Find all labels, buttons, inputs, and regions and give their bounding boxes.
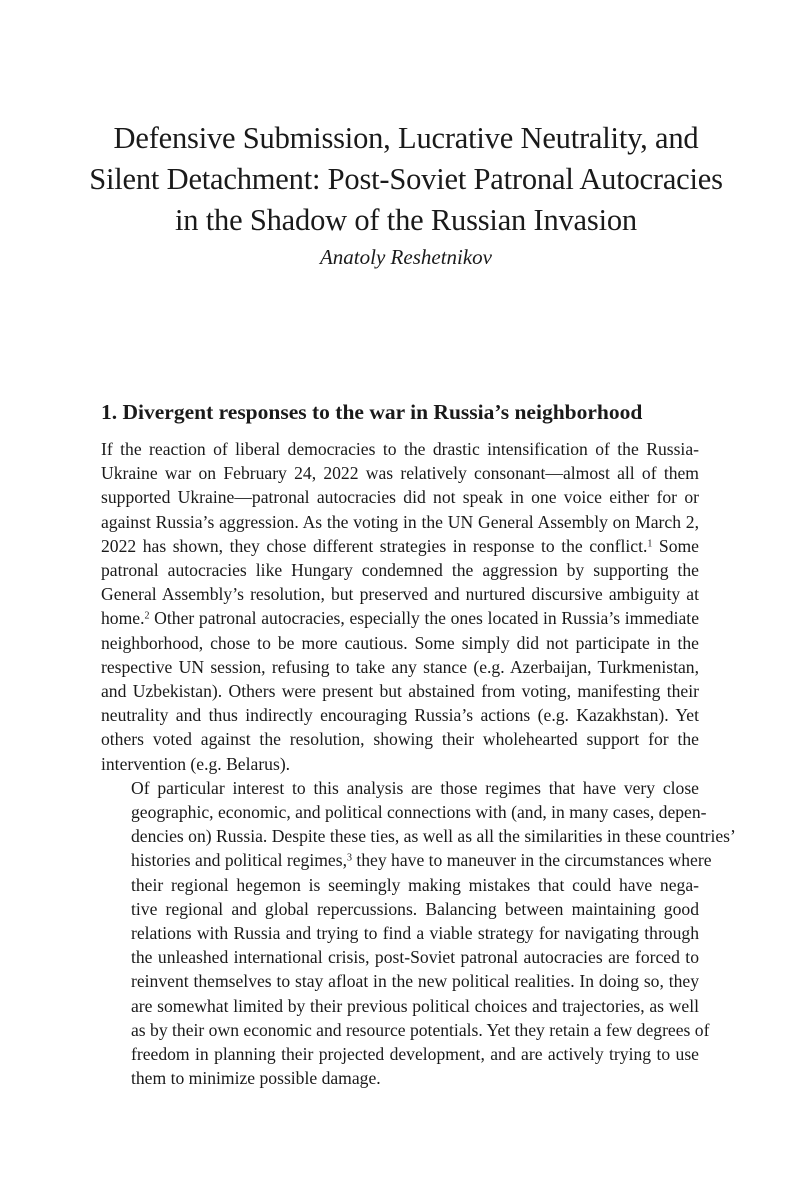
paragraph-2 (101, 776, 736, 1091)
text-line: neutrality and thus indirectly encouraging Russia’s actions (e.g. Kazakhstan). Yet (101, 705, 699, 726)
text-line: against Russia’s aggression. As the voting in the UN General Assembly on March 2, (101, 511, 699, 532)
text-line: supported Ukraine—patronal autocracies did not speak in one voice either for or (101, 487, 699, 508)
text-line: reinvent themselves to stay afloat in the new political realities. In doing so, they (131, 971, 699, 992)
text-line: respective UN session, refusing to take any stance (e.g. Azerbaijan, Turkmenistan, (101, 656, 699, 677)
text-line: their regional hegemon is seemingly making mistakes that could have nega- (131, 874, 699, 895)
author-name: Anatoly Reshetnikov (319, 245, 493, 269)
chapter-title-line-3: in the Shadow of the Russian Invasion (175, 203, 637, 237)
footnote-marker-2[interactable]: 2 (144, 610, 150, 622)
body-text (101, 437, 736, 1090)
chapter-title-block (60, 118, 752, 272)
text-line-with-footnote (101, 606, 699, 630)
text-fragment: 2022 has shown, they chose different strategies in response to the conflict. (101, 535, 648, 556)
text-line: geographic, economic, and political connections with (and, in many cases, depen- (131, 802, 707, 823)
text-line: are somewhat limited by their previous political choices and trajectories, as well (131, 995, 699, 1016)
text-line-with-footnote (101, 534, 699, 558)
text-line: Ukraine war on February 24, 2022 was relatively consonant—almost all of them (101, 463, 699, 484)
chapter-title-line-1: Defensive Submission, Lucrative Neutrality, and (113, 121, 699, 155)
text-line: and Uzbekistan). Others were present but abstained from voting, manifesting their (101, 681, 699, 702)
text-line: tive regional and global repercussions. Balancing between maintaining good (131, 898, 699, 919)
text-line: dencies on) Russia. Despite these ties, as well as all the similarities in these countries’ (131, 826, 736, 847)
text-fragment: Some (652, 535, 699, 556)
text-fragment: they have to maneuver in the circumstances where (351, 850, 712, 871)
text-line-with-footnote (101, 848, 712, 872)
section-heading: 1. Divergent responses to the war in Russia’s neighborhood (101, 400, 643, 424)
text-line: as by their own economic and resource potentials. Yet they retain a few degrees of (131, 1019, 710, 1040)
text-line: relations with Russia and trying to find a viable strategy for navigating through (131, 923, 699, 944)
text-line: freedom in planning their projected development, and are actively trying to use (131, 1044, 699, 1065)
text-line: General Assembly’s resolution, but preserved and nurtured discursive ambiguity at (101, 584, 699, 605)
text-line: others voted against the resolution, showing their wholehearted support for the (101, 729, 699, 750)
text-line: the unleashed international crisis, post-Soviet patronal autocracies are forced to (131, 947, 699, 968)
text-line: If the reaction of liberal democracies to the drastic intensification of the Russia- (101, 439, 699, 459)
paragraph-1 (101, 437, 699, 776)
chapter-title-line-2: Silent Detachment: Post-Soviet Patronal Autocracies (89, 162, 723, 196)
footnote-marker-3[interactable]: 3 (346, 852, 352, 864)
text-line: Of particular interest to this analysis are those regimes that have very close (131, 777, 699, 798)
text-fragment: histories and political regimes, (131, 850, 347, 871)
text-line: neighborhood, chose to be more cautious. Some simply did not participate in the (101, 632, 699, 653)
footnote-marker-1[interactable]: 1 (647, 538, 653, 550)
text-line: patronal autocracies like Hungary condemned the aggression by supporting the (101, 560, 699, 581)
text-fragment: Other patronal autocracies, especially the ones located in Russia’s immediate (149, 608, 699, 629)
text-line: intervention (e.g. Belarus). (101, 753, 291, 774)
text-line: them to minimize possible damage. (131, 1068, 381, 1089)
text-fragment: home. (101, 608, 145, 629)
